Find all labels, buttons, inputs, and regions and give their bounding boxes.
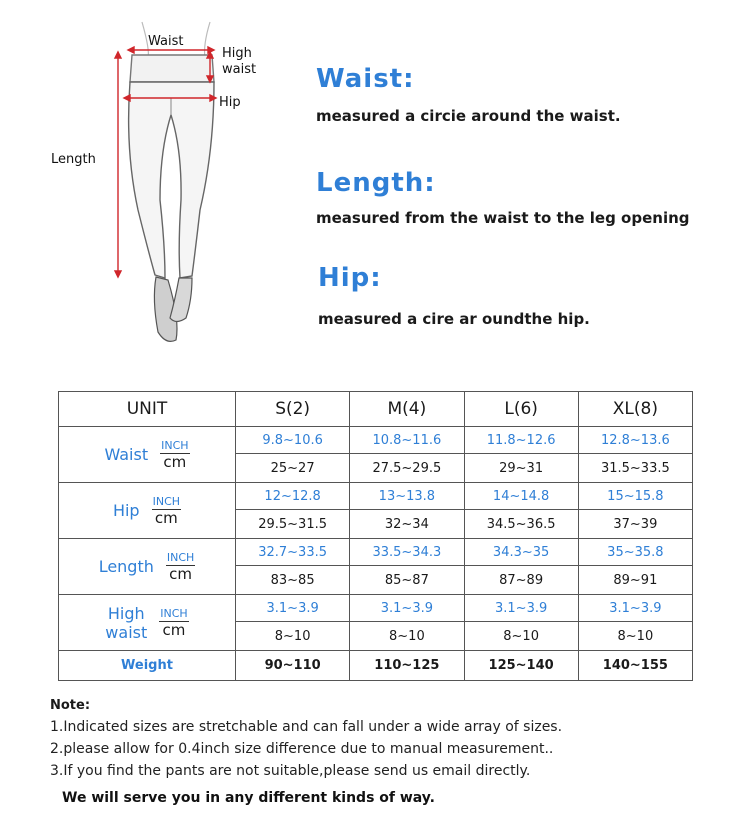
table-cell: 34.5~36.5 [464, 510, 578, 539]
table-cell: 27.5~29.5 [350, 454, 464, 483]
inch-unit: INCH [161, 438, 189, 452]
table-cell: 3.1~3.9 [350, 595, 464, 622]
table-cell: 89~91 [578, 566, 692, 595]
inch-unit: INCH [166, 550, 195, 564]
row-label-waist [59, 427, 236, 483]
table-cell: 31.5~33.5 [578, 454, 692, 483]
size-chart-table [58, 391, 693, 681]
table-cell: 87~89 [464, 566, 578, 595]
table-cell: 8~10 [350, 622, 464, 651]
unit-stack [152, 496, 181, 526]
size-header-xl: XL(8) [578, 392, 692, 427]
cm-unit: cm [163, 452, 187, 471]
size-header-s: S(2) [236, 392, 350, 427]
cm-unit: cm [162, 620, 186, 639]
table-cell: 140~155 [578, 651, 692, 681]
row-label-weight: Weight [59, 651, 236, 681]
waist-definition-title: Waist: [316, 64, 415, 94]
table-cell: 32~34 [350, 510, 464, 539]
table-cell: 32.7~33.5 [236, 539, 350, 566]
unit-stack [166, 552, 195, 582]
table-row [59, 483, 693, 510]
table-cell: 83~85 [236, 566, 350, 595]
table-cell: 15~15.8 [578, 483, 692, 510]
table-cell: 13~13.8 [350, 483, 464, 510]
cm-unit: cm [154, 508, 178, 527]
unit-stack [160, 440, 189, 470]
waist-definition-text: measured a circie around the waist. [316, 107, 621, 125]
table-cell: 3.1~3.9 [464, 595, 578, 622]
table-cell: 8~10 [464, 622, 578, 651]
table-cell: 110~125 [350, 651, 464, 681]
inch-unit: INCH [160, 606, 188, 620]
hip-definition-title: Hip: [318, 263, 382, 293]
table-row [59, 595, 693, 622]
table-cell: 11.8~12.6 [464, 427, 578, 454]
inch-unit: INCH [152, 494, 181, 508]
table-cell: 12~12.8 [236, 483, 350, 510]
row-name: Hip [112, 501, 140, 520]
table-cell: 8~10 [236, 622, 350, 651]
table-row [59, 539, 693, 566]
table-cell: 35~35.8 [578, 539, 692, 566]
table-cell: 3.1~3.9 [236, 595, 350, 622]
size-header-m: M(4) [350, 392, 464, 427]
table-cell: 12.8~13.6 [578, 427, 692, 454]
table-cell: 33.5~34.3 [350, 539, 464, 566]
table-cell: 125~140 [464, 651, 578, 681]
leggings-illustration [0, 0, 300, 360]
table-cell: 14~14.8 [464, 483, 578, 510]
table-row [59, 427, 693, 454]
row-name: Length [98, 557, 154, 576]
length-definition-title: Length: [316, 168, 436, 198]
table-header-row [59, 392, 693, 427]
closing-statement: We will serve you in any different kinds of way. [62, 790, 435, 806]
unit-header: UNIT [59, 392, 236, 427]
table-cell: 90~110 [236, 651, 350, 681]
table-cell: 8~10 [578, 622, 692, 651]
row-label-high-waist [59, 595, 236, 651]
table-cell: 3.1~3.9 [578, 595, 692, 622]
high-waist-label: High waist [222, 46, 257, 77]
waist-label: Waist [148, 34, 184, 49]
cm-unit: cm [169, 564, 193, 583]
size-header-l: L(6) [464, 392, 578, 427]
length-definition-text: measured from the waist to the leg opening [316, 209, 690, 227]
row-name: Waist [104, 445, 149, 464]
table-cell: 10.8~11.6 [350, 427, 464, 454]
row-name: High waist [105, 603, 148, 642]
table-cell: 85~87 [350, 566, 464, 595]
table-cell: 37~39 [578, 510, 692, 539]
unit-stack [159, 608, 188, 638]
table-cell: 9.8~10.6 [236, 427, 350, 454]
table-cell: 25~27 [236, 454, 350, 483]
table-cell: 29.5~31.5 [236, 510, 350, 539]
table-cell: 34.3~35 [464, 539, 578, 566]
note-item: 3.If you find the pants are not suitable,please send us email directly. [50, 763, 531, 779]
table-cell: 29~31 [464, 454, 578, 483]
length-label: Length [51, 152, 96, 167]
note-title: Note: [50, 698, 91, 713]
note-item: 1.Indicated sizes are stretchable and can fall under a wide array of sizes. [50, 719, 563, 735]
row-label-length [59, 539, 236, 595]
row-label-hip [59, 483, 236, 539]
hip-definition-text: measured a cire ar oundthe hip. [318, 310, 590, 328]
table-row [59, 651, 693, 681]
hip-label: Hip [219, 95, 241, 110]
note-item: 2.please allow for 0.4inch size difference due to manual measurement.. [50, 741, 554, 757]
